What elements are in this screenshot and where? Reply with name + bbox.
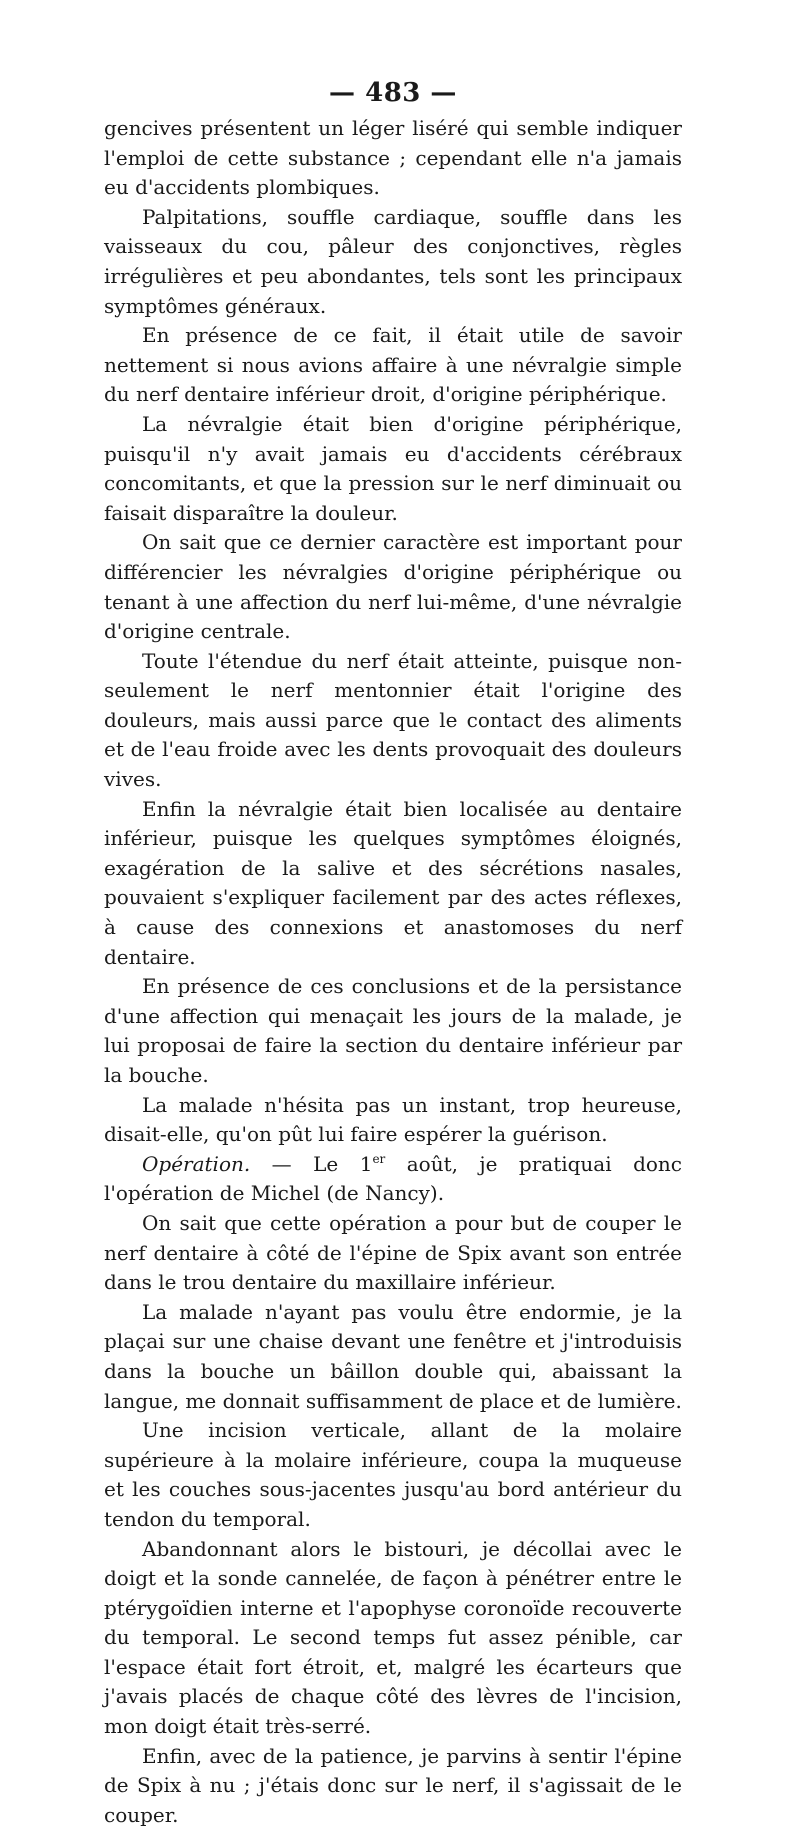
paragraph: Enfin, avec de la patience, je parvins à sentir l'épine de Spix à nu ; j'étais donc sur le nerf, il s'agissait de le couper. <box>104 1743 682 1827</box>
paragraph: On sait que cette opération a pour but de couper le nerf dentaire à côté de l'épine de Spix avant son entrée dans le trou dentaire du maxillaire inférieur. <box>104 1210 682 1295</box>
ordinal-suffix: er <box>372 1151 386 1166</box>
section-lead: Opération. <box>142 1151 251 1176</box>
paragraph: La malade n'ayant pas voulu être endormie, je la plaçai sur une chaise devant une fenêtre et j'introduisis dans la bouche un bâillon double qui, abaissant la langue, me donnait suffisamment de place et de lumière. <box>104 1299 682 1413</box>
paragraph: Abandonnant alors le bistouri, je décollai avec le doigt et la sonde cannelée, de façon à pénétrer entre le ptérygoïdien interne et l'apophyse coronoïde recouverte du temporal. Le second temps fut assez pénible, car l'espace était fort étroit, et, malgré les écarteurs que j'avais placés de chaque côté des lèvres de l'incision, mon doigt était très-serré. <box>104 1536 682 1739</box>
paragraph-text: — Le 1 <box>250 1151 373 1176</box>
paragraph: gencives présentent un léger liséré qui semble indiquer l'emploi de cette substance ; cependant elle n'a jamais eu d'accidents plombiques. <box>104 116 682 200</box>
paragraph-operation <box>104 1150 682 1209</box>
book-page <box>104 78 682 1830</box>
paragraph: Une incision verticale, allant de la molaire supérieure à la molaire inférieure, coupa la muqueuse et les couches sous-jacentes jusqu'au bord antérieur du tendon du temporal. <box>104 1418 682 1531</box>
paragraph: Palpitations, souffle cardiaque, souffle dans les vaisseaux du cou, pâleur des conjonctives, règles irrégulières et peu abondantes, tels sont les principaux symptômes généraux. <box>104 204 682 318</box>
paragraph: Enfin la névralgie était bien localisée au dentaire inférieur, puisque les quelques symptômes éloignés, exagération de la salive et des sécrétions nasales, pouvaient s'expliquer facilement par des actes réflexes, à cause des connexions et anastomoses du nerf dentaire. <box>104 796 682 969</box>
paragraph: En présence de ces conclusions et de la persistance d'une affection qui menaçait les jours de la malade, je lui proposai de faire la section du dentaire inférieur par la bouche. <box>104 974 682 1087</box>
paragraph-text: août, je pratiquai donc l'opération de Michel (de Nancy). <box>104 1151 683 1206</box>
paragraph: La névralgie était bien d'origine périphérique, puisqu'il n'y avait jamais eu d'accidents cérébraux concomitants, et que la pression sur le nerf diminuait ou faisait disparaître la douleur. <box>104 411 682 525</box>
paragraph: On sait que ce dernier caractère est important pour différencier les névralgies d'origine périphérique ou tenant à une affection du nerf lui-même, d'une névralgie d'origine centrale. <box>104 530 682 644</box>
paragraph: La malade n'hésita pas un instant, trop heureuse, disait-elle, qu'on pût lui faire espérer la guérison. <box>104 1092 682 1147</box>
paragraph: En présence de ce fait, il était utile de savoir nettement si nous avions affaire à une névralgie simple du nerf dentaire inférieur droit, d'origine périphérique. <box>104 323 682 407</box>
page-number: — 483 — <box>329 78 457 108</box>
body-text <box>104 114 682 1830</box>
paragraph: Toute l'étendue du nerf était atteinte, puisque non-seulement le nerf mentonnier était l'origine des douleurs, mais aussi parce que le contact des aliments et de l'eau froide avec les dents provoquait des douleurs vives. <box>104 648 682 792</box>
